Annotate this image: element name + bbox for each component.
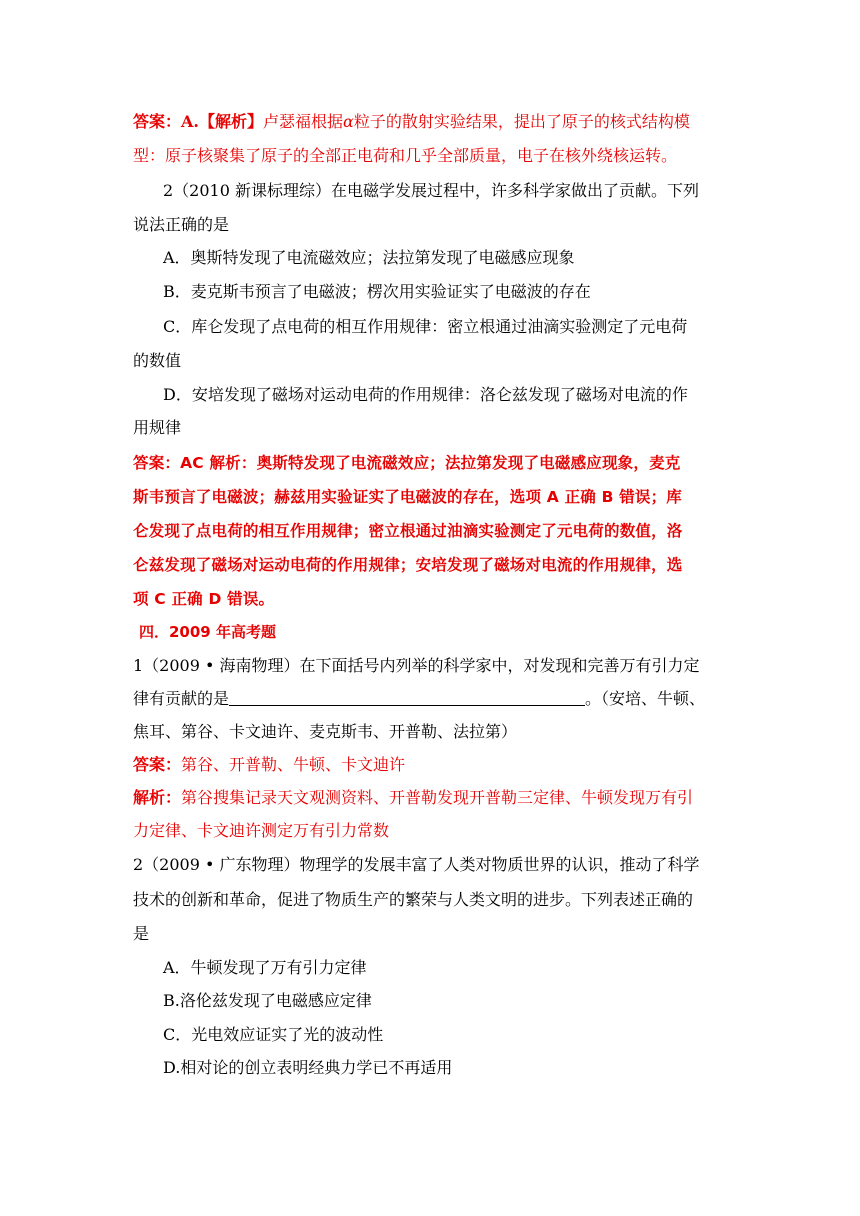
option-c: C．光电效应证实了光的波动性 [163, 1025, 384, 1044]
analysis-text: 第谷搜集记录天文观测资料、开普勒发现开普勒三定律、牛顿发现万有引 [181, 788, 694, 807]
option-a: A．奥斯特发现了电流磁效应；法拉第发现了电磁感应现象 [163, 248, 575, 267]
answer-2010-line-3: 仑发现了点电荷的相互作用规律；密立根通过油滴实验测定了元电荷的数值，洛 [133, 522, 683, 540]
question-2009-2-stem-line-2: 技术的创新和革命，促进了物质生产的繁荣与人类文明的进步。下列表述正确的 [133, 890, 694, 909]
answer-2010-line-1: 答案：AC 解析：奥斯特发现了电流磁效应；法拉第发现了电磁感应现象，麦克 [133, 454, 681, 472]
question-2009-1-stem-line-1: 1（2009 • 海南物理）在下面括号内列举的科学家中，对发现和完善万有引力定 [133, 656, 700, 675]
answer-blank [229, 689, 585, 706]
question-2009-1-stem-line-3: 焦耳、第谷、卡文迪许、麦克斯韦、开普勒、法拉第） [133, 722, 518, 741]
answer-2010-line-2: 斯韦预言了电磁波；赫兹用实验证实了电磁波的存在，选项 A 正确 B 错误；库 [133, 488, 682, 506]
answer-2010-line-4: 仑兹发现了磁场对运动电荷的作用规律；安培发现了磁场对电流的作用规律，选 [133, 556, 683, 574]
question-2009-2-stem-line-1: 2（2009 • 广东物理）物理学的发展丰富了人类对物质世界的认识，推动了科学 [133, 855, 700, 874]
answer-2010-line-5: 项 C 正确 D 错误。 [133, 590, 275, 608]
question-2009-2-stem-line-3: 是 [133, 924, 150, 943]
analysis-2009-1-line-2: 力定律、卡文迪许测定万有引力常数 [133, 821, 390, 840]
answer-text: 卢瑟福根据 [263, 112, 344, 131]
analysis-label: 解析： [133, 788, 182, 807]
option-d: D.相对论的创立表明经典力学已不再适用 [163, 1058, 453, 1077]
intro-answer-line-2: 型：原子核聚集了原子的全部正电荷和几乎全部质量，电子在核外绕核运转。 [133, 146, 678, 165]
section-title: 四．2009 年高考题 [139, 623, 276, 641]
stem-text: 。（安培、牛顿、 [585, 689, 706, 708]
option-b: B．麦克斯韦预言了电磁波；楞次用实验证实了电磁波的存在 [163, 282, 591, 301]
option-d-continued: 用规律 [133, 418, 182, 437]
question-2010-stem-line-1: 2（2010 新课标理综）在电磁学发展过程中，许多科学家做出了贡献。下列 [163, 181, 699, 200]
answer-2009-1 [133, 755, 405, 775]
answer-text: 粒子的散射实验结果，提出了原子的核式结构模 [353, 112, 690, 131]
option-c: C．库仑发现了点电荷的相互作用规律：密立根通过油滴实验测定了元电荷 [163, 317, 688, 336]
intro-answer-line-1 [133, 112, 690, 132]
option-a: A．牛顿发现了万有引力定律 [163, 958, 367, 977]
answer-label: 答案： [133, 755, 182, 774]
answer-text: 第谷、开普勒、牛顿、卡文迪许 [181, 755, 406, 774]
question-2009-1-stem-line-2 [133, 689, 705, 709]
answer-label: 答案：A.【解析】 [133, 112, 263, 131]
alpha-symbol: α [343, 112, 354, 131]
option-c-continued: 的数值 [133, 351, 182, 370]
option-b: B.洛伦兹发现了电磁感应定律 [163, 991, 372, 1010]
stem-text: 律有贡献的是 [133, 689, 230, 708]
option-d: D．安培发现了磁场对运动电荷的作用规律：洛仑兹发现了磁场对电流的作 [163, 385, 688, 404]
question-2010-stem-line-2: 说法正确的是 [133, 215, 230, 234]
analysis-2009-1-line-1 [133, 788, 693, 808]
